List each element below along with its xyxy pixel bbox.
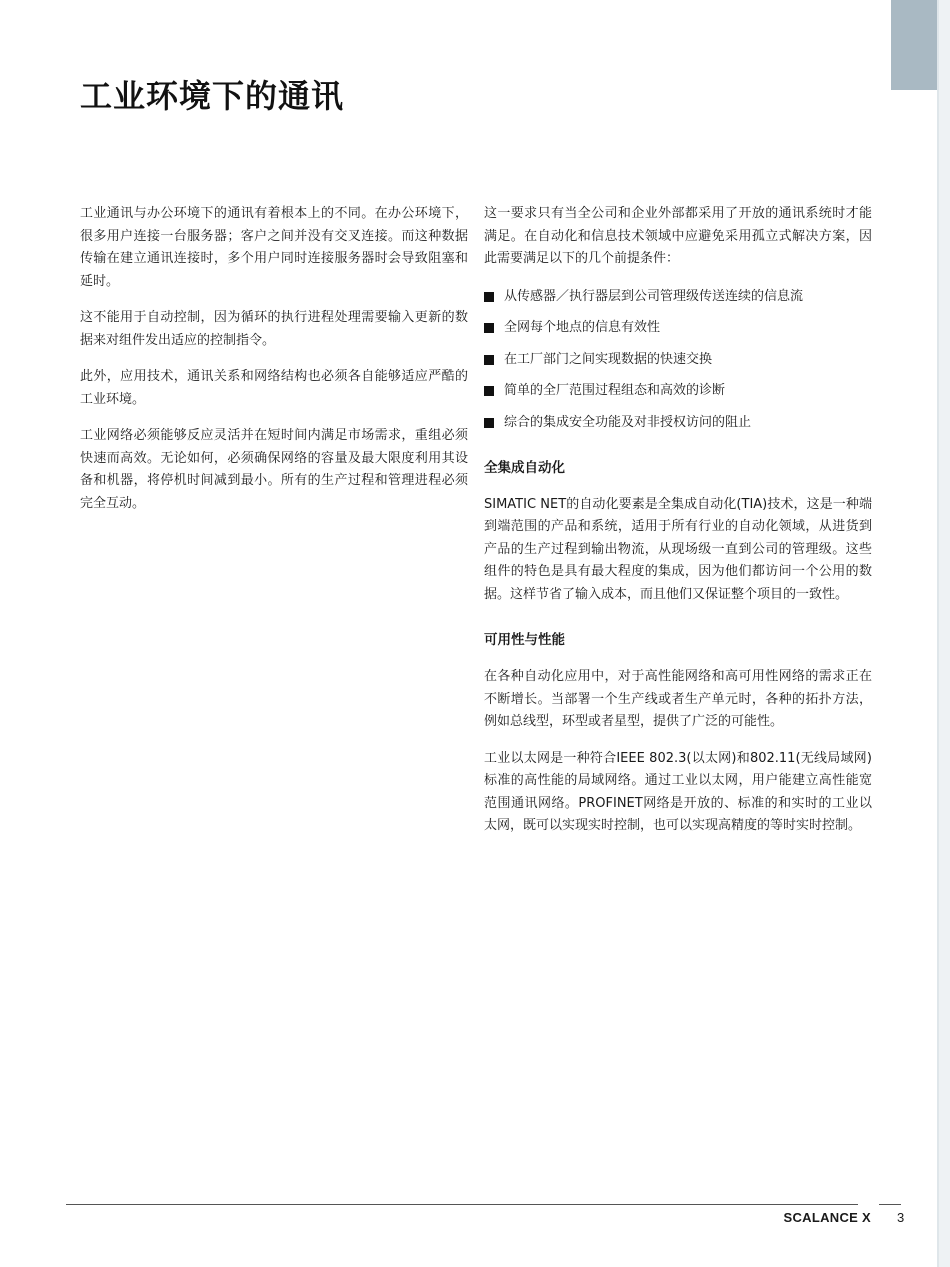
left-paragraph-2: 这不能用于自动控制，因为循环的执行进程处理需要输入更新的数据来对组件发出适应的控制指令。 [80, 310, 468, 348]
square-bullet-icon [484, 418, 494, 428]
availability-paragraph-1: 在各种自动化应用中，对于高性能网络和高可用性网络的需求正在不断增长。当部署一个生产线或者生产单元时，各种的拓扑方法，例如总线型，环型或者星型，提供了广泛的可能性。 [484, 669, 872, 729]
tia-paragraph: SIMATIC NET的自动化要素是全集成自动化(TIA)技术，这是一种端到端范围的产品和系统，适用于所有行业的自动化领域，从进货到产品的生产过程到输出物流，从现场级一直到公司的管理级。这些组件的特色是具有最大程度的集成，因为他们都访问一个公用的数据。这样节省了输入成本，而且他们又保证整个项目的一致性。 [484, 496, 872, 602]
footer-divider-short [879, 1204, 901, 1205]
list-item-text: 从传感器／执行器层到公司管理级传送连续的信息流 [504, 288, 804, 304]
square-bullet-icon [484, 386, 494, 396]
left-paragraph-4: 工业网络必须能够反应灵活并在短时间内满足市场需求，重组必须快速而高效。无论如何，必须确保网络的容量及最大限度利用其设备和机器，将停机时间减到最小。所有的生产过程和管理进程必须完全互动。 [80, 428, 468, 511]
left-paragraph-3: 此外，应用技术，通讯关系和网络结构也必须各自能够适应严酷的工业环境。 [80, 369, 468, 407]
right-column [484, 203, 872, 852]
list-item [484, 285, 872, 308]
requirements-list [484, 285, 872, 434]
page-title: 工业环境下的通讯 [80, 77, 345, 115]
square-bullet-icon [484, 355, 494, 365]
footer-divider [66, 1204, 858, 1205]
left-column [80, 203, 468, 529]
left-paragraph-1: 工业通讯与办公环境下的通讯有着根本上的不同。在办公环境下，很多用户连接一台服务器；客户之间并没有交叉连接。而这种数据传输在建立通讯连接时，多个用户同时连接服务器时会导致阻塞和延时。 [80, 206, 468, 289]
list-item-text: 在工厂部门之间实现数据的快速交换 [504, 351, 713, 367]
availability-paragraph-2: 工业以太网是一种符合IEEE 802.3(以太网)和802.11(无线局域网)标准的高性能的局域网络。通过工业以太网，用户能建立高性能宽范围通讯网络。PROFINET网络是开放的、标准的和实时的工业以太网，既可以实现实时控制，也可以实现高精度的等时实时控制。 [484, 750, 872, 833]
square-bullet-icon [484, 323, 494, 333]
right-intro-paragraph: 这一要求只有当全公司和企业外部都采用了开放的通讯系统时才能满足。在自动化和信息技术领域中应避免采用孤立式解决方案，因此需要满足以下的几个前提条件： [484, 206, 872, 266]
section-heading-availability: 可用性与性能 [484, 632, 565, 648]
page-edge-strip-line [937, 0, 939, 1267]
page-edge-tab [891, 0, 937, 90]
list-item-text: 简单的全厂范围过程组态和高效的诊断 [504, 383, 726, 398]
list-item-text: 全网每个地点的信息有效性 [504, 320, 661, 335]
list-item-text: 综合的集成安全功能及对非授权访问的阻止 [504, 414, 752, 430]
footer-brand: SCALANCE X [783, 1210, 871, 1225]
list-item [484, 316, 872, 339]
page-number: 3 [897, 1210, 905, 1225]
list-item [484, 379, 872, 402]
section-heading-tia: 全集成自动化 [484, 459, 565, 476]
list-item [484, 411, 872, 434]
list-item [484, 348, 872, 371]
square-bullet-icon [484, 292, 494, 302]
